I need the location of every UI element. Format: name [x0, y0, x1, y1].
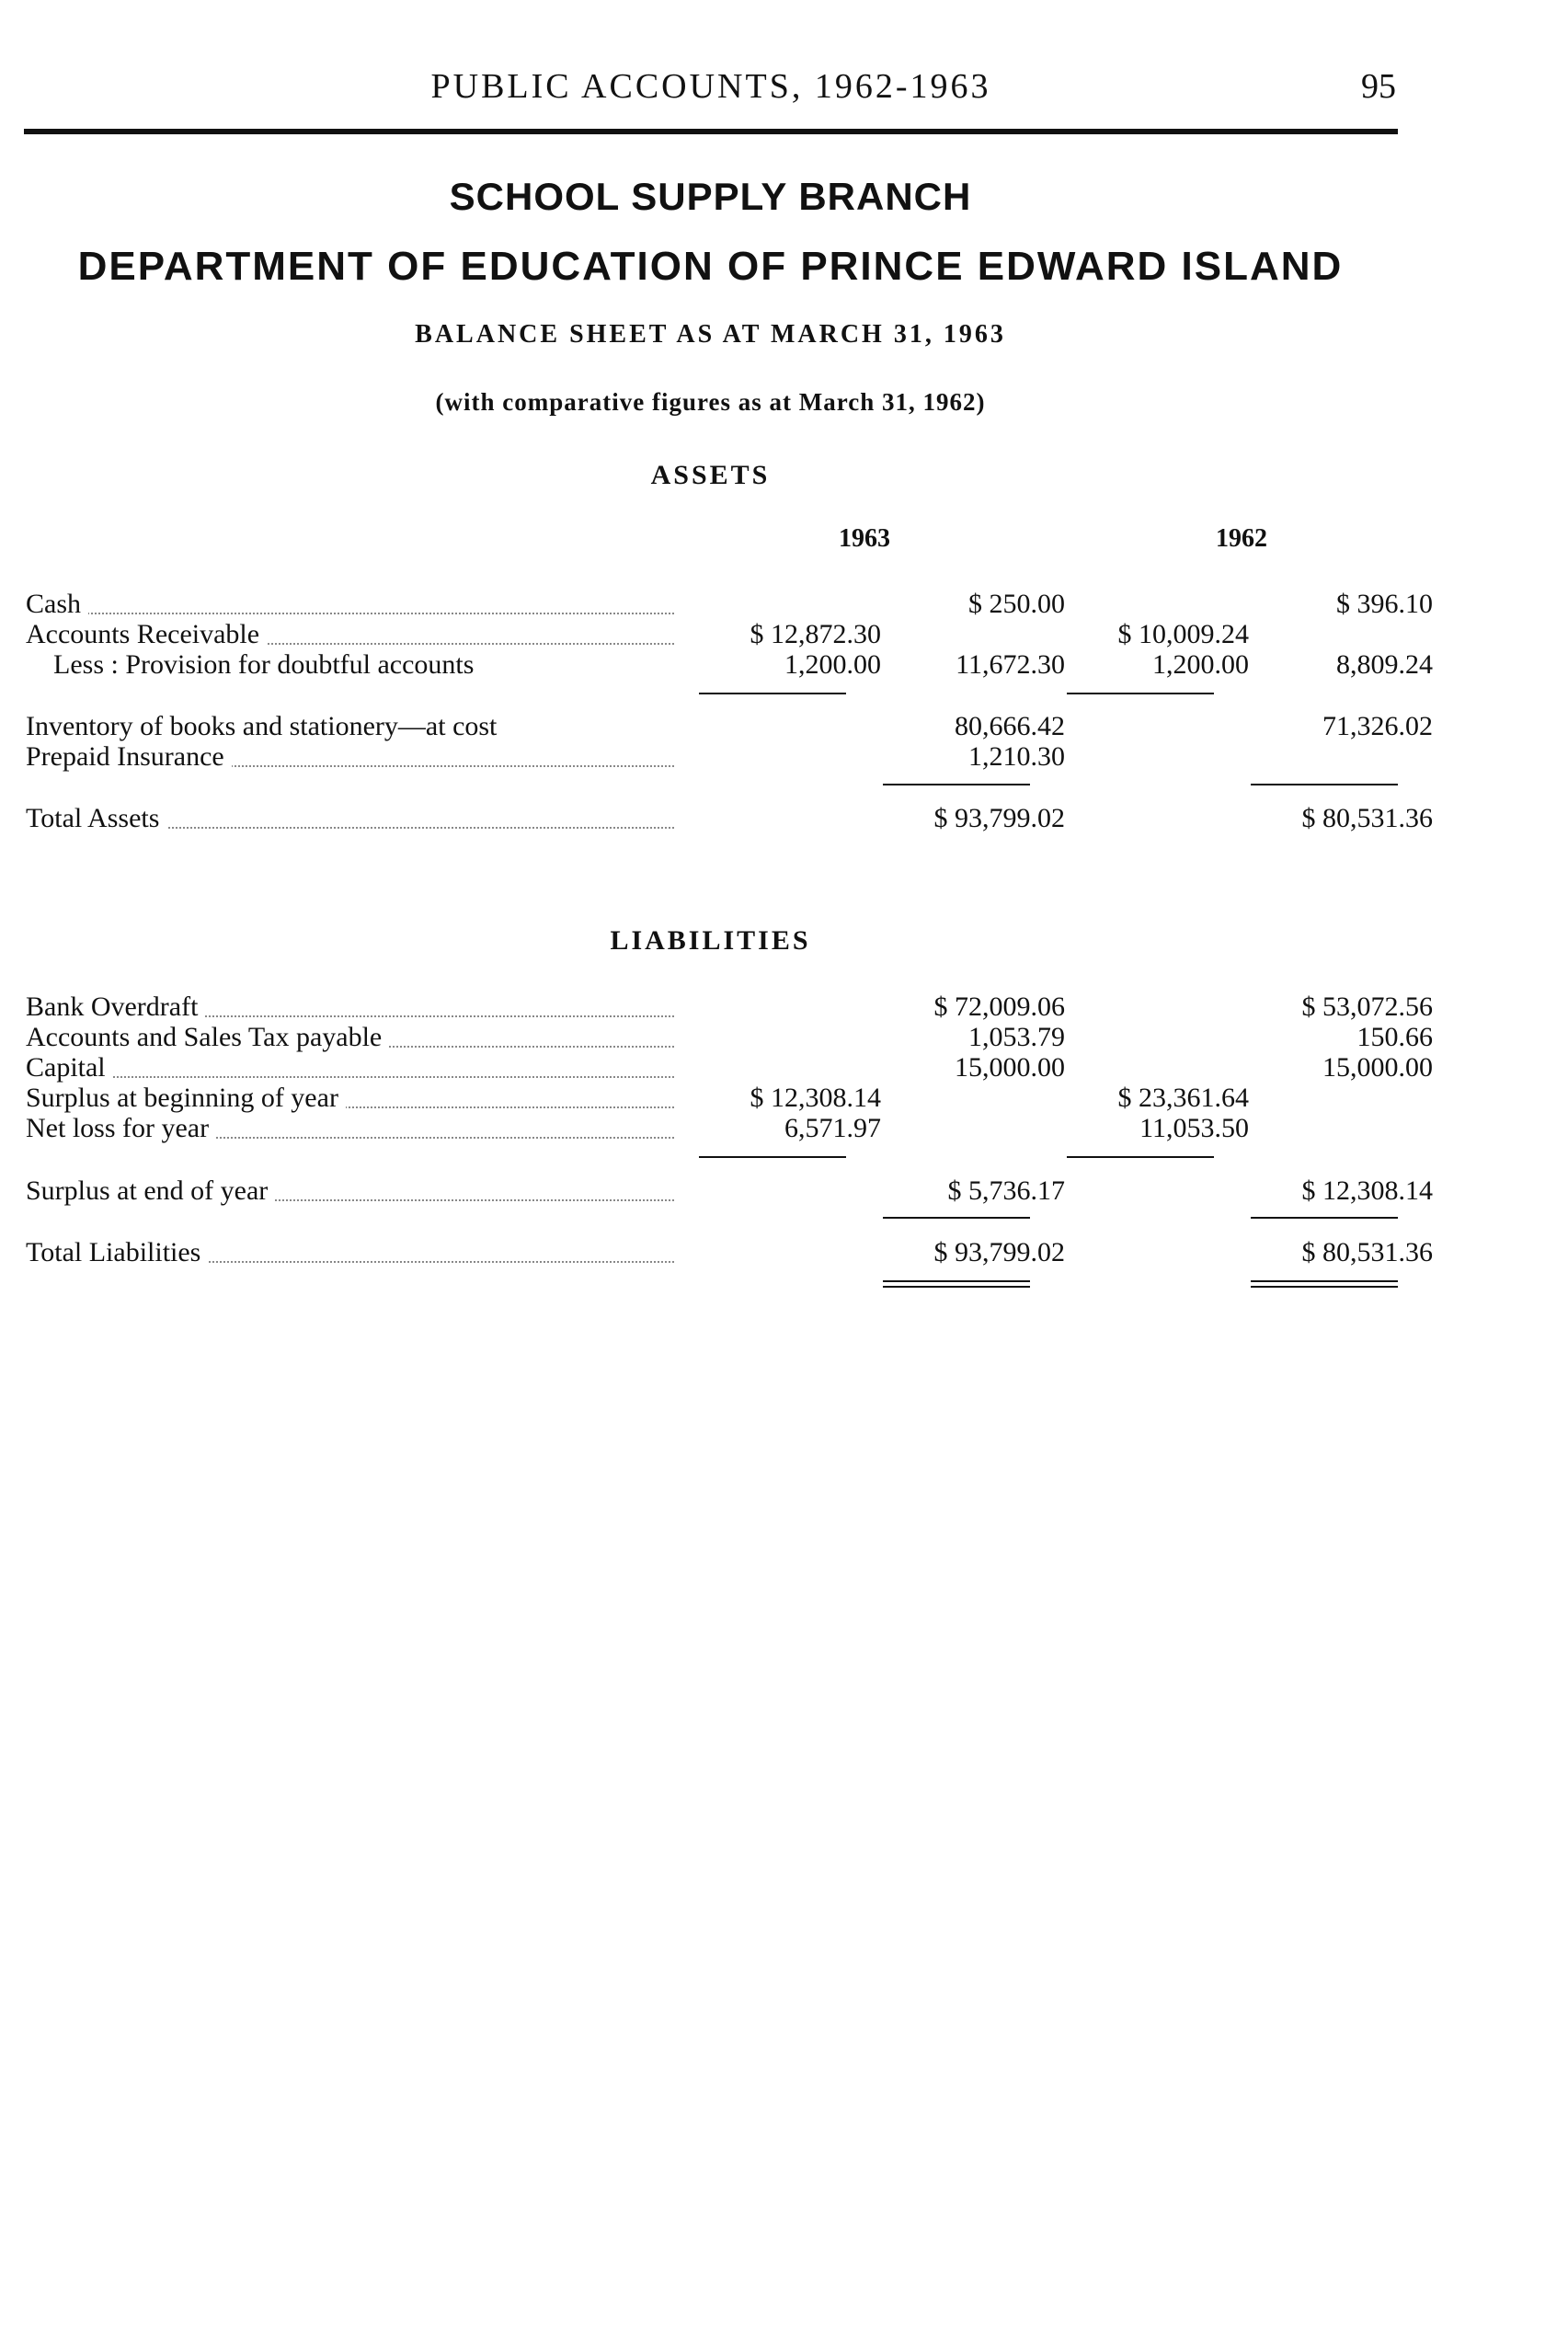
table-row [26, 803, 1433, 834]
running-title: PUBLIC ACCOUNTS, 1962-1963 [430, 67, 991, 106]
table-row [26, 1022, 1433, 1053]
subtotal-rule [699, 693, 846, 694]
cell-1963-detail: 6,571.97 [784, 1113, 881, 1143]
liabilities-heading: LIABILITIES [610, 925, 811, 956]
total-rule [1251, 1217, 1398, 1219]
cell-1962-detail: $ 23,361.64 [1117, 1083, 1249, 1113]
table-row [26, 649, 1433, 681]
cell-1963-total: $ 250.00 [968, 589, 1065, 619]
table-row [26, 741, 1405, 773]
table-row [26, 711, 1433, 742]
cell-1963-detail: $ 12,308.14 [750, 1083, 881, 1113]
row-label: Accounts and Sales Tax payable [26, 1022, 389, 1052]
cell-1962-total: 8,809.24 [1336, 649, 1433, 680]
cell-1963-total: $ 5,736.17 [947, 1175, 1065, 1206]
total-rule [883, 1217, 1030, 1219]
cell-1962-detail: 11,053.50 [1139, 1113, 1249, 1143]
cell-1963-total: $ 72,009.06 [933, 992, 1065, 1022]
subtotal-rule [1067, 693, 1214, 694]
row-label: Accounts Receivable [26, 619, 267, 649]
row-label: Surplus at beginning of year [26, 1083, 346, 1113]
cell-1962-detail: 1,200.00 [1152, 649, 1249, 680]
cell-1963-detail: $ 12,872.30 [750, 619, 881, 649]
cell-1963-total: 1,053.79 [968, 1022, 1065, 1052]
row-label: Capital [26, 1052, 113, 1083]
table-row [26, 1113, 1405, 1144]
cell-1962-total: $ 53,072.56 [1301, 992, 1433, 1022]
row-label: Prepaid Insurance [26, 741, 232, 772]
cell-1963-total: 1,210.30 [968, 741, 1065, 772]
cell-1962-total: $ 80,531.36 [1301, 1237, 1433, 1267]
cell-1962-total: $ 80,531.36 [1301, 803, 1433, 833]
table-row [26, 1052, 1433, 1083]
subtotal-rule [1067, 1156, 1214, 1158]
row-label: Total Liabilities [26, 1237, 208, 1267]
cell-1963-total: 80,666.42 [955, 711, 1065, 741]
cell-1963-total: $ 93,799.02 [933, 1237, 1065, 1267]
running-head [26, 66, 1396, 114]
cell-1962-total: $ 396.10 [1336, 589, 1433, 619]
year-1962-heading: 1962 [1216, 524, 1267, 553]
header-rule [24, 129, 1398, 134]
double-rule [1251, 1286, 1398, 1288]
year-1963-heading: 1963 [839, 524, 890, 553]
balance-sheet-title: BALANCE SHEET AS AT MARCH 31, 1963 [415, 320, 1006, 349]
total-rule [883, 784, 1030, 785]
row-label: Bank Overdraft [26, 992, 205, 1022]
cell-1962-total: $ 12,308.14 [1301, 1175, 1433, 1206]
double-rule [883, 1280, 1030, 1282]
table-row [26, 1175, 1433, 1207]
cell-1963-detail: 1,200.00 [784, 649, 881, 680]
assets-heading: ASSETS [650, 460, 771, 490]
cell-1963-total: 11,672.30 [956, 649, 1065, 680]
table-row [26, 1237, 1433, 1268]
table-row [26, 1083, 1405, 1114]
table-row [26, 992, 1433, 1023]
subtotal-rule [699, 1156, 846, 1158]
cell-1963-total: $ 93,799.02 [933, 803, 1065, 833]
row-label: Cash [26, 589, 88, 619]
table-row [26, 619, 1405, 650]
double-rule [883, 1286, 1030, 1288]
cell-1962-total: 15,000.00 [1322, 1052, 1433, 1083]
row-label: Net loss for year [26, 1113, 216, 1143]
cell-1963-total: 15,000.00 [955, 1052, 1065, 1083]
cell-1962-total: 71,326.02 [1322, 711, 1433, 741]
row-label: Inventory of books and stationery—at cost [26, 711, 504, 741]
page-number: 95 [1361, 67, 1396, 106]
comparative-note: (with comparative figures as at March 31, 1962) [435, 388, 986, 416]
table-row [26, 589, 1433, 620]
department-title: DEPARTMENT OF EDUCATION OF PRINCE EDWARD ISLAND [77, 244, 1344, 289]
cell-1962-total: 150.66 [1356, 1022, 1433, 1052]
total-rule [1251, 784, 1398, 785]
branch-title: SCHOOL SUPPLY BRANCH [449, 175, 972, 218]
row-label: Less : Provision for doubtful accounts [53, 649, 481, 680]
cell-1962-detail: $ 10,009.24 [1117, 619, 1249, 649]
row-label: Total Assets [26, 803, 166, 833]
double-rule [1251, 1280, 1398, 1282]
row-label: Surplus at end of year [26, 1175, 275, 1206]
